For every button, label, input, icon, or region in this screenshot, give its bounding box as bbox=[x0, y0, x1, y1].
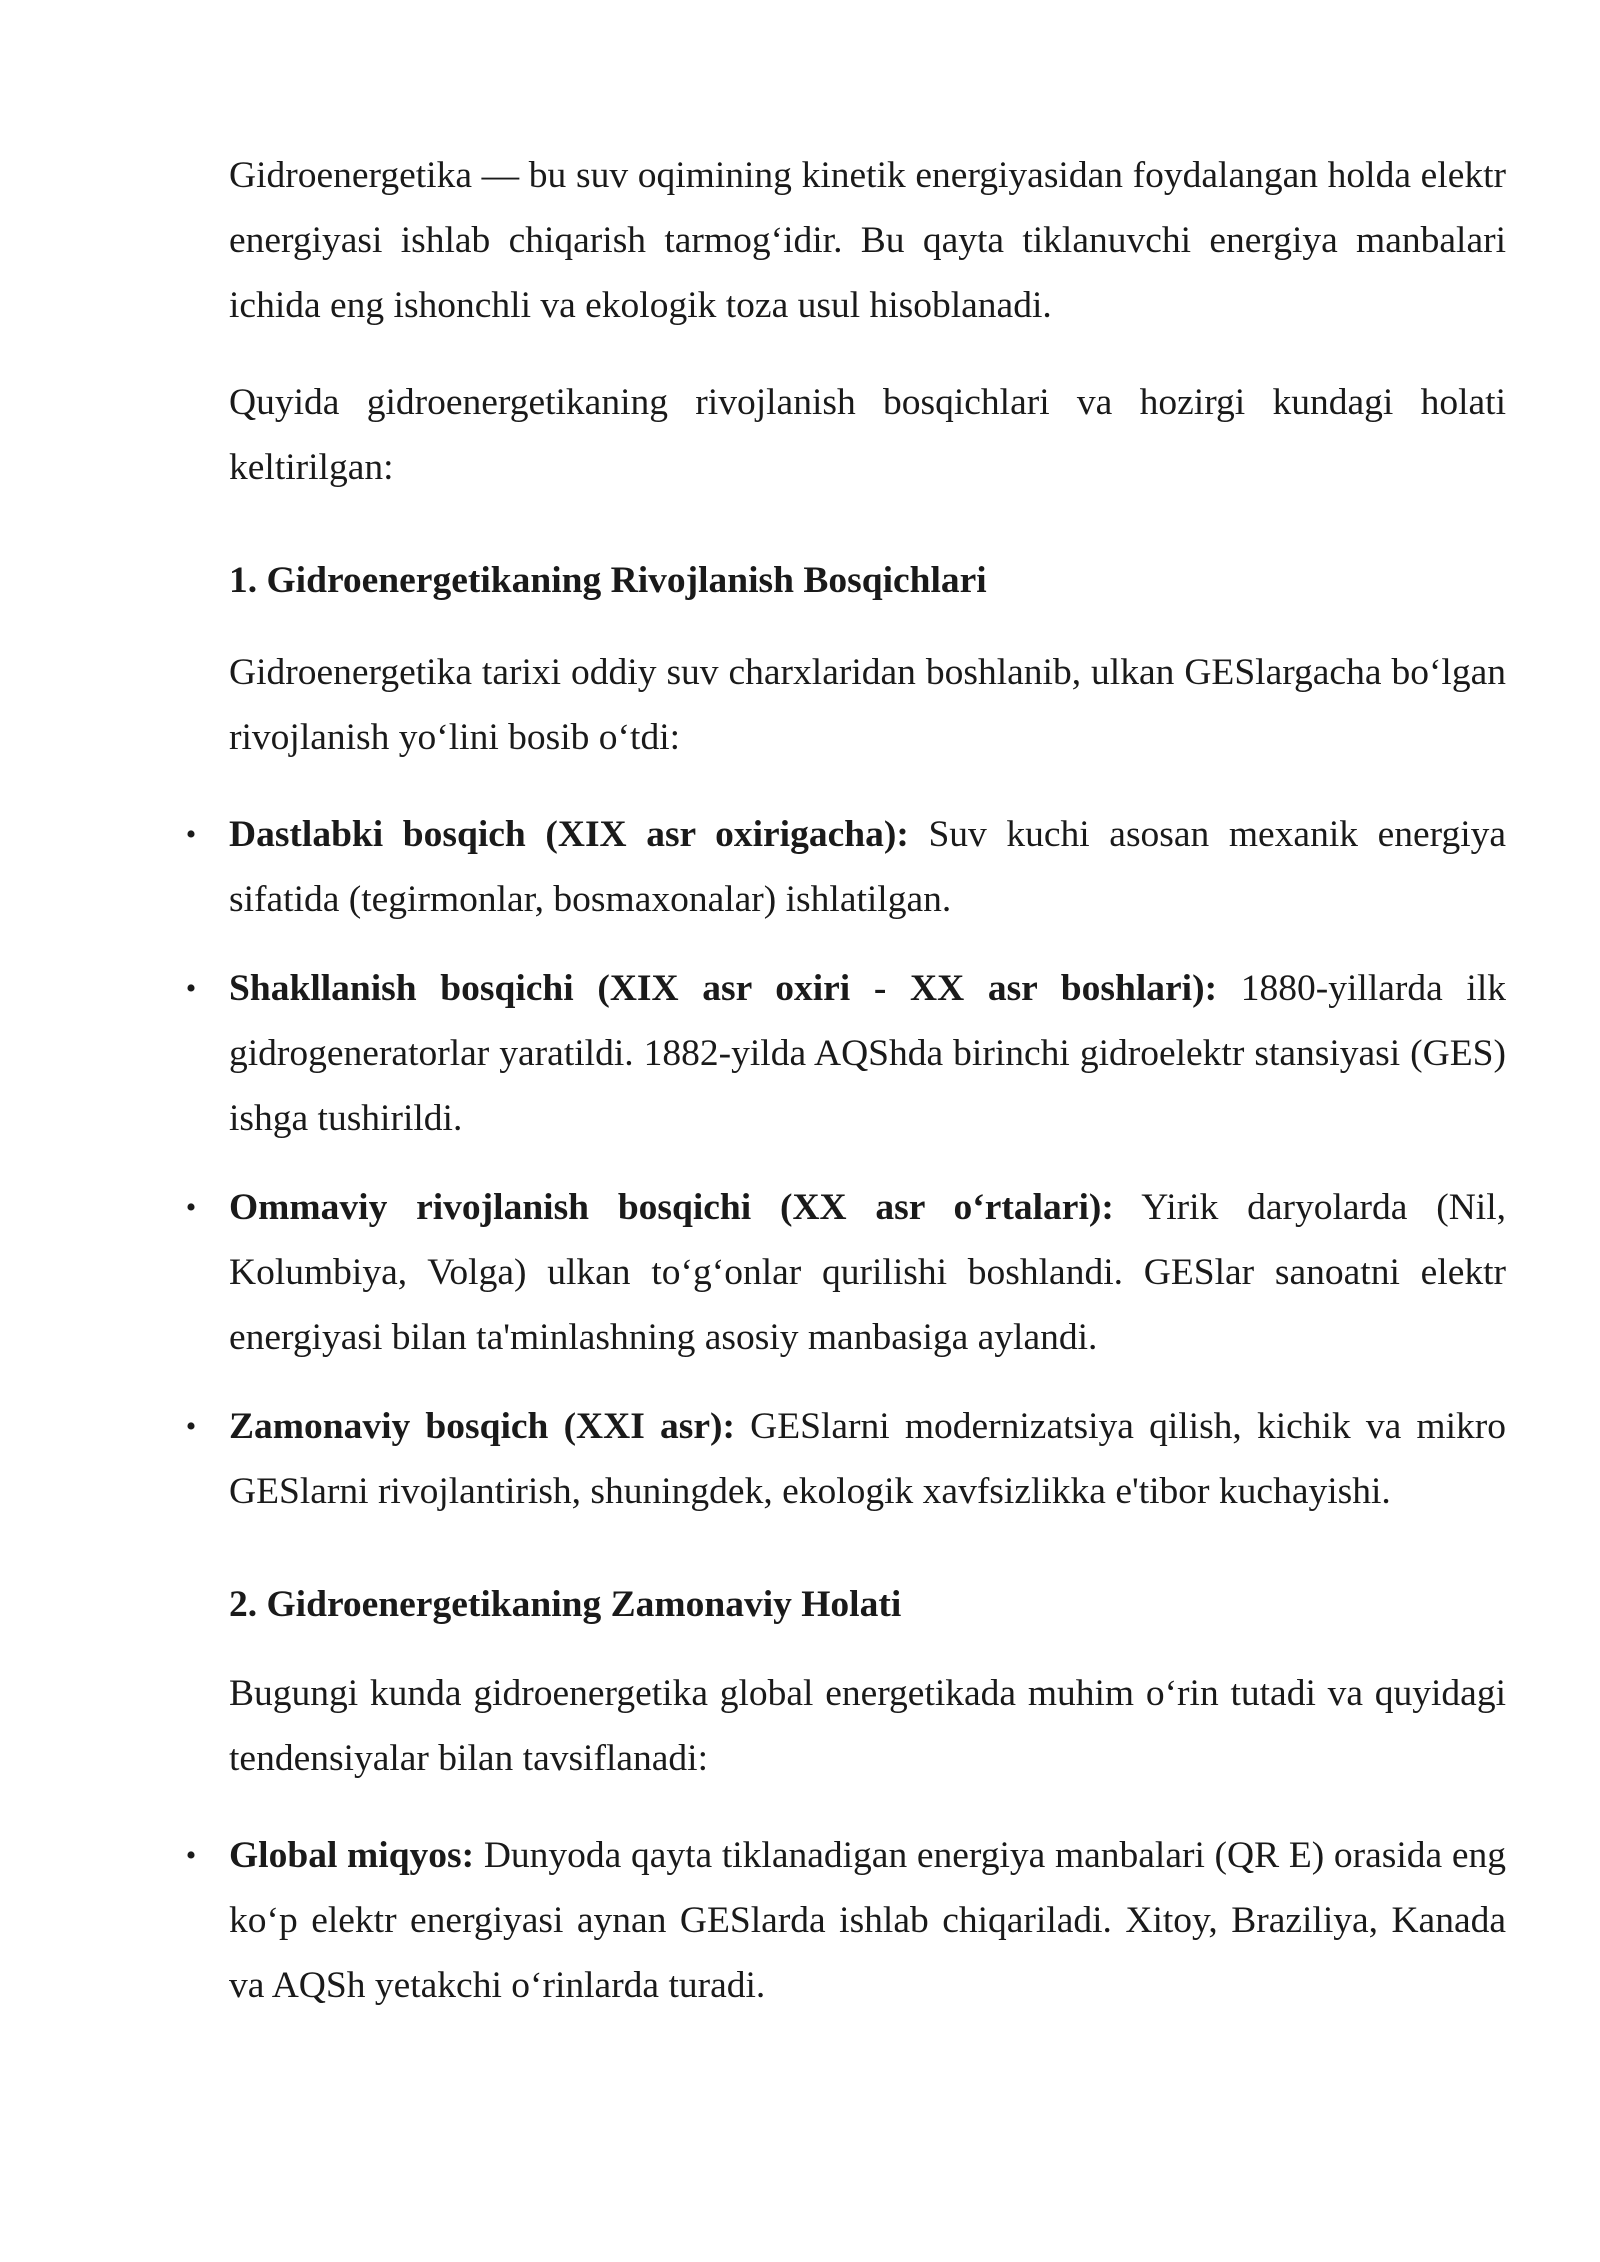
list-item bbox=[185, 956, 1507, 1151]
list-item-text: Dunyoda qayta tiklanadigan energiya manbalari (QR E) orasida eng ko‘p elektr energiyasi aynan GESlarda ishlab chiqariladi. Xitoy, Braziliya, Kanada va AQSh yetakchi o‘rinlarda turadi. bbox=[229, 1835, 1506, 2006]
list-item bbox=[185, 1394, 1506, 1524]
list-item-term: Zamonaviy bosqich (XXI asr): bbox=[229, 1406, 735, 1447]
intro-paragraph-1: Gidroenergetika — bu suv oqimining kinetik energiyasidan foydalangan holda elektr energiyasi ishlab chiqarish tarmog‘idir. Bu qayta tiklanuvchi energiya manbalari ichida eng ishonchli va ekologik toza usul hisoblanadi. bbox=[229, 155, 1506, 326]
list-item bbox=[185, 802, 1507, 932]
section-2-heading: 2. Gidroenergetikaning Zamonaviy Holati bbox=[229, 1584, 902, 1625]
section-1-intro: Gidroenergetika tarixi oddiy suv charxlaridan boshlanib, ulkan GESlargacha bo‘lgan rivojlanish yo‘lini bosib o‘tdi: bbox=[229, 652, 1506, 758]
list-item-text: 1880-yillarda ilk gidrogeneratorlar yaratildi. 1882-yilda AQShda birinchi gidroelektr stansiyasi (GES) ishga tushirildi. bbox=[229, 968, 1507, 1139]
bullet-icon: • bbox=[185, 1191, 197, 1224]
section-2-intro: Bugungi kunda gidroenergetika global energetikada muhim o‘rin tutadi va quyidagi tendensiyalar bilan tavsiflanadi: bbox=[229, 1673, 1506, 1779]
list-item bbox=[185, 1823, 1506, 2018]
section-2-bullet-list bbox=[185, 1823, 1506, 2018]
list-item-text: GESlarni modernizatsiya qilish, kichik va mikro GESlarni rivojlantirish, shuningdek, ekologik xavfsizlikka e'tibor kuchayishi. bbox=[229, 1406, 1506, 1512]
bullet-icon: • bbox=[185, 818, 197, 851]
document-body bbox=[185, 143, 1507, 2042]
bullet-icon: • bbox=[185, 1410, 197, 1443]
list-item-text: Yirik daryolarda (Nil, Kolumbiya, Volga) ulkan to‘g‘onlar qurilishi boshlandi. GESlar sanoatni elektr energiyasi bilan ta'minlashning asosiy manbasiga aylandi. bbox=[229, 1187, 1506, 1358]
bullet-icon: • bbox=[185, 972, 197, 1005]
list-item-term: Dastlabki bosqich (XIX asr oxirigacha): bbox=[229, 814, 909, 855]
list-item-term: Global miqyos: bbox=[229, 1835, 475, 1876]
list-item-term: Shakllanish bosqichi (XIX asr oxiri - XX asr boshlari): bbox=[229, 968, 1218, 1009]
intro-paragraph-2: Quyida gidroenergetikaning rivojlanish bosqichlari va hozirgi kundagi holati keltirilgan: bbox=[229, 382, 1506, 488]
list-item bbox=[185, 1175, 1506, 1370]
section-1-heading: 1. Gidroenergetikaning Rivojlanish Bosqichlari bbox=[229, 560, 987, 601]
bullet-icon: • bbox=[185, 1839, 197, 1872]
list-item-term: Ommaviy rivojlanish bosqichi (XX asr o‘rtalari): bbox=[229, 1187, 1114, 1228]
list-item-text: Suv kuchi asosan mexanik energiya sifatida (tegirmonlar, bosmaxonalar) ishlatilgan. bbox=[229, 814, 1507, 920]
section-1-bullet-list bbox=[185, 802, 1507, 1524]
